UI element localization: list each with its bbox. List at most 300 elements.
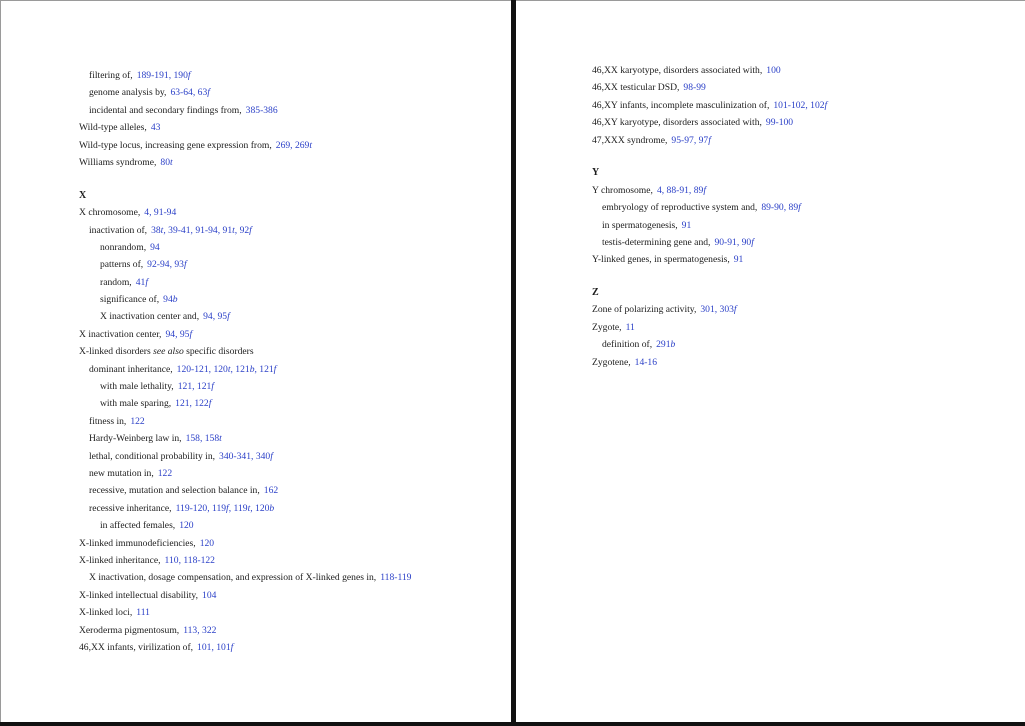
figure-table-suffix: f <box>187 70 191 81</box>
page-number: 158 <box>185 433 200 445</box>
page-number: 158 <box>204 433 220 445</box>
page-reference-link[interactable] <box>202 625 216 636</box>
page-number: 94 <box>163 294 173 306</box>
index-entry <box>592 354 827 371</box>
index-entry <box>79 517 411 534</box>
page-references <box>682 220 692 231</box>
page-references <box>683 82 705 93</box>
page-reference-link[interactable] <box>212 503 229 514</box>
index-term: X-linked inheritance, <box>79 554 161 566</box>
page-number: 121 <box>177 381 193 393</box>
figure-table-suffix: f <box>183 259 187 271</box>
page-reference-link[interactable] <box>203 311 213 322</box>
index-term: with male sparing, <box>100 398 172 410</box>
page-reference-link[interactable] <box>170 87 192 98</box>
page-reference-link[interactable] <box>380 572 411 583</box>
index-term: testis-determining gene and, <box>602 236 711 248</box>
index-term: significance of, <box>100 294 160 306</box>
page-number: 119 <box>212 502 227 514</box>
index-entry <box>79 361 411 378</box>
page-reference-link[interactable] <box>635 357 657 368</box>
page-reference-link[interactable] <box>177 364 209 375</box>
page-references: 101-102, 102f <box>773 99 828 111</box>
page-number: 269 <box>294 139 310 151</box>
page-number: 4 <box>656 184 662 196</box>
page-references: 4, 91-94 <box>144 207 177 219</box>
index-entry <box>79 154 411 171</box>
index-page-left <box>0 0 511 722</box>
page-number: 89 <box>788 202 799 214</box>
page-number: 90-91 <box>714 236 737 248</box>
page-references: 92-94, 93f <box>147 259 187 271</box>
index-entry <box>79 378 411 395</box>
page-reference-link[interactable] <box>154 207 176 218</box>
page-number: 39-41 <box>168 224 191 236</box>
page-reference-link[interactable] <box>173 70 190 81</box>
page-references: 120-121, 120t, 121b, 121f <box>176 363 277 375</box>
page-references <box>635 357 657 368</box>
index-entry <box>592 217 827 234</box>
page-number: 120 <box>179 520 194 532</box>
page-reference-link[interactable] <box>200 538 214 549</box>
index-entry <box>79 430 411 447</box>
page-number: 119 <box>233 502 248 514</box>
page-reference-link[interactable] <box>734 254 744 265</box>
page-number: 91-94 <box>153 207 177 219</box>
page-reference-link[interactable] <box>626 322 635 333</box>
index-entry <box>592 97 827 114</box>
page-number: 94 <box>203 311 213 323</box>
page-reference-link[interactable] <box>163 294 177 305</box>
figure-table-suffix: t <box>160 224 164 236</box>
figure-table-suffix: f <box>798 202 801 214</box>
page-number: 92-94 <box>147 259 170 271</box>
page-reference-link[interactable] <box>158 468 172 479</box>
index-term: 47,XXX syndrome, <box>592 134 668 146</box>
figure-table-suffix: f <box>824 99 828 111</box>
figure-table-suffix: t <box>219 433 222 445</box>
page-reference-link[interactable] <box>197 642 211 653</box>
page-reference-link[interactable] <box>213 364 230 375</box>
page-number: 120-121 <box>176 363 209 375</box>
figure-table-suffix: f <box>733 304 737 316</box>
page-reference-link[interactable] <box>246 105 278 116</box>
page-reference-link[interactable] <box>218 311 230 322</box>
index-entry <box>79 535 411 552</box>
page-references: 121, 122f <box>175 398 212 410</box>
page-reference-link[interactable] <box>789 202 801 213</box>
page-reference-link[interactable] <box>255 503 274 514</box>
page-number: 89 <box>693 184 704 196</box>
page-reference-link[interactable] <box>194 398 211 409</box>
figure-table-suffix: f <box>189 328 193 340</box>
index-entry <box>79 67 411 84</box>
page-references <box>202 590 216 601</box>
page-number: 120 <box>199 537 215 549</box>
page-references <box>766 117 793 128</box>
page-references: 119-120, 119f, 119t, 120b <box>175 502 275 514</box>
page-references <box>200 538 214 549</box>
index-entry <box>592 132 827 149</box>
page-number: 118-122 <box>183 554 215 566</box>
page-number: 99-100 <box>765 117 794 129</box>
index-entry <box>592 199 827 216</box>
page-reference-link[interactable] <box>235 364 254 375</box>
index-term: patterns of, <box>100 259 144 271</box>
page-reference-link[interactable] <box>151 122 161 133</box>
index-entry <box>592 79 827 96</box>
index-term: in spermatogenesis, <box>602 219 678 231</box>
page-reference-link[interactable] <box>150 242 160 253</box>
page-references <box>163 294 177 305</box>
page-number: 4 <box>144 207 150 219</box>
page-references <box>136 277 148 288</box>
page-number: 121 <box>196 381 212 393</box>
index-entry <box>79 326 411 343</box>
page-reference-link[interactable] <box>657 185 662 196</box>
page-reference-link[interactable] <box>144 207 149 218</box>
page-number: 111 <box>136 607 150 619</box>
page-number: 91-94 <box>195 224 218 236</box>
index-entry <box>79 102 411 119</box>
page-reference-link[interactable] <box>205 433 222 444</box>
index-entry <box>79 639 411 656</box>
index-term: Y-linked genes, in spermatogenesis, <box>592 254 730 266</box>
page-number: 303 <box>719 304 734 316</box>
page-references <box>160 157 172 168</box>
page-reference-link[interactable] <box>147 259 169 270</box>
page-number: 120 <box>213 363 228 375</box>
page-references: 38t, 39-41, 91-94, 91t, 92f <box>151 224 252 236</box>
index-page-right <box>516 0 1025 722</box>
page-reference-link[interactable] <box>130 416 144 427</box>
index-entry <box>79 622 411 639</box>
page-reference-link[interactable] <box>219 451 251 462</box>
figure-table-suffix: f <box>145 276 148 288</box>
page-references <box>766 65 780 76</box>
index-term: filtering of, <box>89 70 133 81</box>
page-reference-link[interactable] <box>810 100 827 111</box>
page-number: 121 <box>259 363 274 375</box>
index-term: embryology of reproductive system and, <box>602 202 758 214</box>
page-reference-link[interactable] <box>168 225 190 236</box>
page-reference-link[interactable] <box>761 202 783 213</box>
figure-table-suffix: t <box>232 224 235 236</box>
index-term: recessive, mutation and selection balance in, <box>89 485 260 497</box>
page-number: 121 <box>175 398 190 410</box>
index-entry <box>79 482 411 499</box>
index-entry <box>79 204 411 221</box>
page-reference-link[interactable] <box>240 225 252 236</box>
page-references <box>734 254 744 265</box>
page-number: 340 <box>255 450 271 462</box>
page-number: 92 <box>239 224 250 236</box>
figure-table-suffix: b <box>670 339 676 351</box>
page-number: 110 <box>164 554 179 566</box>
page-reference-link[interactable] <box>165 329 175 340</box>
page-number: 119-120 <box>175 502 208 514</box>
page-number: 385-386 <box>245 104 278 116</box>
page-number: 102 <box>810 99 825 111</box>
page-reference-link[interactable] <box>183 555 215 566</box>
spacer <box>592 149 827 164</box>
page-number: 91 <box>222 224 233 236</box>
figure-table-suffix: b <box>172 294 178 306</box>
page-number: 190 <box>173 70 188 81</box>
see-also-label: see also <box>153 346 184 358</box>
index-term: recessive inheritance, <box>89 502 172 514</box>
figure-table-suffix: b <box>249 363 255 375</box>
page-reference-link[interactable] <box>766 65 780 76</box>
page-reference-link[interactable] <box>186 433 200 444</box>
page-reference-link[interactable] <box>175 398 189 409</box>
figure-table-suffix: f <box>249 224 252 236</box>
figure-table-suffix: t <box>227 363 231 375</box>
page-number: 11 <box>625 321 635 333</box>
index-term: Wild-type alleles, <box>79 122 147 134</box>
page-reference-link[interactable] <box>766 117 793 128</box>
page-number: 94 <box>150 241 160 253</box>
page-reference-link[interactable] <box>714 237 736 248</box>
page-references <box>656 339 675 350</box>
index-entry <box>79 343 411 360</box>
page-reference-link[interactable] <box>276 140 290 151</box>
page-reference-link[interactable] <box>223 225 235 236</box>
index-term-continued: specific disorders <box>186 346 254 358</box>
page-reference-link[interactable] <box>174 259 186 270</box>
page-reference-link[interactable] <box>160 157 172 168</box>
page-reference-link[interactable] <box>216 642 233 653</box>
page-number: 340-341 <box>219 450 252 462</box>
page-reference-link[interactable] <box>180 329 192 340</box>
page-number: 120 <box>255 502 270 514</box>
index-term: inactivation of, <box>89 224 148 236</box>
page-reference-link[interactable] <box>682 220 692 231</box>
index-entry <box>79 256 411 273</box>
index-term: 46,XX testicular DSD, <box>592 82 680 94</box>
page-number: 91 <box>733 254 744 266</box>
page-reference-link[interactable] <box>667 185 689 196</box>
page-reference-link[interactable] <box>234 503 251 514</box>
page-reference-link[interactable] <box>683 82 705 93</box>
figure-table-suffix: b <box>269 502 275 514</box>
page-number: 100 <box>766 65 781 76</box>
index-term: X-linked immunodeficiencies, <box>79 537 196 549</box>
page-number: 162 <box>263 485 279 497</box>
index-entry <box>79 500 411 517</box>
page-number: 80 <box>160 156 171 168</box>
page-reference-link[interactable] <box>202 590 216 601</box>
index-entry <box>79 119 411 136</box>
index-term: X inactivation center, <box>79 328 162 340</box>
index-entry <box>79 569 411 586</box>
index-term: X-linked loci, <box>79 607 133 619</box>
page-reference-link[interactable] <box>195 225 217 236</box>
index-term: in affected females, <box>100 520 176 532</box>
index-entry <box>79 604 411 621</box>
page-reference-link[interactable] <box>136 607 150 618</box>
page-references <box>158 468 172 479</box>
index-term: 46,XX karyotype, disorders associated with, <box>592 65 763 76</box>
index-term: definition of, <box>602 339 653 351</box>
page-references: 95-97, 97f <box>671 134 711 146</box>
page-reference-link[interactable] <box>176 503 208 514</box>
page-reference-link[interactable] <box>197 381 214 392</box>
page-reference-link[interactable] <box>183 625 197 636</box>
page-number: 301 <box>700 304 715 316</box>
page-reference-link[interactable] <box>259 364 276 375</box>
index-term: 46,XY infants, incomplete masculinization of, <box>592 99 770 111</box>
page-number: 89-90 <box>761 202 784 214</box>
index-entry <box>592 319 827 336</box>
figure-table-suffix: f <box>703 184 706 196</box>
index-term: Zone of polarizing activity, <box>592 304 697 316</box>
index-term: X-linked intellectual disability, <box>79 589 199 601</box>
page-references: 89-90, 89f <box>761 202 801 214</box>
index-entry <box>79 413 411 430</box>
page-references <box>380 572 411 583</box>
page-number: 97 <box>698 134 709 146</box>
page-references: 4, 88-91, 89f <box>656 184 706 196</box>
page-number: 101 <box>216 641 231 653</box>
index-term: X-linked disorders <box>79 346 151 358</box>
page-references: 301, 303f <box>700 304 737 316</box>
index-term: dominant inheritance, <box>89 363 173 375</box>
spacer <box>592 269 827 284</box>
page-references: 269, 269t <box>275 139 313 151</box>
section-letter-heading: Y <box>592 167 600 179</box>
index-entry <box>79 465 411 482</box>
page-number: 63 <box>197 87 208 99</box>
page-references: 110, 118-122 <box>164 554 215 566</box>
index-entry-list <box>592 62 827 371</box>
page-number: 88-91 <box>666 184 689 196</box>
index-term: Zygotene, <box>592 356 631 368</box>
page-number: 269 <box>275 139 291 151</box>
index-entry <box>79 239 411 256</box>
index-term: Xeroderma pigmentosum, <box>79 624 180 636</box>
page-reference-link[interactable] <box>295 140 312 151</box>
page-reference-link[interactable] <box>742 237 754 248</box>
figure-table-suffix: t <box>247 502 251 514</box>
index-entry <box>79 395 411 412</box>
page-reference-link[interactable] <box>699 135 711 146</box>
page-reference-link[interactable] <box>179 520 193 531</box>
page-reference-link[interactable] <box>264 485 278 496</box>
index-term: X inactivation center and, <box>100 311 200 323</box>
page-number: 104 <box>202 589 217 601</box>
page-references: 113, 322 <box>183 624 217 636</box>
page-references <box>136 607 150 618</box>
page-number: 101-102 <box>773 99 806 111</box>
page-number: 113 <box>183 624 198 636</box>
figure-table-suffix: f <box>227 311 230 323</box>
index-entry <box>592 182 827 199</box>
page-reference-link[interactable] <box>700 304 714 315</box>
page-references <box>151 122 161 133</box>
index-entry <box>592 62 827 79</box>
page-number: 98-99 <box>683 82 706 94</box>
index-term: new mutation in, <box>89 467 154 479</box>
page-reference-link[interactable] <box>165 555 179 566</box>
page-references <box>246 105 278 116</box>
page-number: 38 <box>151 224 161 236</box>
page-references <box>179 520 193 531</box>
page-references: 340-341, 340f <box>219 450 273 462</box>
page-reference-link[interactable] <box>773 100 805 111</box>
page-reference-link[interactable] <box>671 135 693 146</box>
index-entry <box>79 308 411 325</box>
page-number: 95 <box>217 311 228 323</box>
section-letter-heading: X <box>79 189 87 201</box>
page-reference-link[interactable] <box>656 339 675 350</box>
page-number: 14-16 <box>634 356 658 368</box>
page-number: 121 <box>235 363 250 375</box>
index-term: 46,XX infants, virilization of, <box>79 641 194 653</box>
page-reference-link[interactable] <box>720 304 737 315</box>
page-number: 43 <box>150 122 161 134</box>
page-number: 63-64 <box>170 87 193 99</box>
page-references <box>150 242 160 253</box>
page-reference-link[interactable] <box>256 451 273 462</box>
index-term: X chromosome, <box>79 207 141 219</box>
figure-table-suffix: f <box>270 450 273 462</box>
index-term: X inactivation, dosage compensation, and expression of X-linked genes in, <box>89 572 377 584</box>
page-reference-link[interactable] <box>137 70 169 81</box>
page-reference-link[interactable] <box>178 381 192 392</box>
page-number: 93 <box>174 259 184 271</box>
page-number: 90 <box>741 236 752 248</box>
page-references: 94, 95f <box>203 311 230 323</box>
page-number: 122 <box>130 415 145 427</box>
index-entry <box>79 291 411 308</box>
index-term: lethal, conditional probability in, <box>89 450 216 462</box>
index-entry <box>79 222 411 239</box>
page-number: 91 <box>681 219 692 231</box>
index-term: Wild-type locus, increasing gene expression from, <box>79 139 272 151</box>
index-entry <box>79 552 411 569</box>
page-references: 189-191, 190f <box>136 70 191 81</box>
index-entry <box>592 336 827 353</box>
index-term: Y chromosome, <box>592 184 653 196</box>
index-term: with male lethality, <box>100 381 174 393</box>
figure-table-suffix: f <box>708 134 711 146</box>
page-reference-link[interactable] <box>694 185 706 196</box>
page-references: 63-64, 63f <box>170 87 210 99</box>
index-term: Hardy-Weinberg law in, <box>89 433 182 445</box>
index-term: 46,XY karyotype, disorders associated with, <box>592 117 762 129</box>
page-reference-link[interactable] <box>151 225 163 236</box>
page-references: 158, 158t <box>185 433 222 445</box>
index-entry <box>79 448 411 465</box>
page-references <box>264 485 278 496</box>
page-references: 90-91, 90f <box>714 236 754 248</box>
page-number: 41 <box>135 276 146 288</box>
page-reference-link[interactable] <box>136 277 148 288</box>
figure-table-suffix: f <box>211 381 214 393</box>
page-reference-link[interactable] <box>198 87 210 98</box>
page-number: 189-191 <box>136 70 169 81</box>
index-term: genome analysis by, <box>89 87 167 99</box>
page-references: 101, 101f <box>197 641 234 653</box>
figure-table-suffix: f <box>226 502 229 514</box>
figure-table-suffix: f <box>273 363 277 375</box>
page-number: 95-97 <box>671 134 694 146</box>
spacer <box>79 171 411 186</box>
page-number: 94 <box>165 328 176 340</box>
page-references <box>130 416 144 427</box>
figure-table-suffix: t <box>309 139 313 151</box>
